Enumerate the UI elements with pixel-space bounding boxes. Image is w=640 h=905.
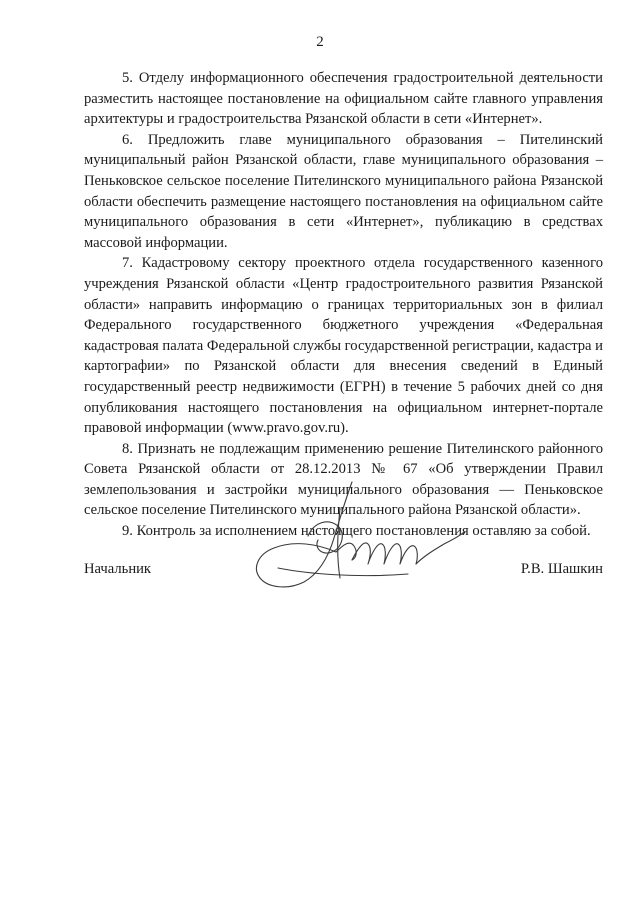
page-number: 2	[316, 34, 324, 50]
handwritten-signature	[248, 478, 468, 608]
paragraph-9: 9. Контроль за исполнением настоящего постановления оставляю за собой.	[122, 523, 591, 540]
paragraph-5: 5. Отделу информационного обеспечения градостроительной деятельности разместить настоящее постановление на официальном сайте главного управления архитектуры и градостроительства Рязанской области в сети «Интернет».	[84, 70, 603, 128]
paragraph-7: 7. Кадастровому сектору проектного отдела государственного казенного учреждения Рязанской области «Центр градостроительного развития Рязанской области» направить информацию о границах территориальных зон в филиал Федерального государственного бюджетного учреждения «Федеральная кадастровая палата Федеральной службы государственной регистрации, кадастра и картографии» по Рязанской области для внесения сведений в Единый государственный реестр недвижимости (ЕГРН) в течение 5 рабочих дней со дня опубликования настоящего постановления на официальном интернет-портале правовой информации (www.pravo.gov.ru).	[84, 255, 603, 437]
signature-block	[84, 561, 603, 585]
document-body	[84, 68, 603, 542]
signatory-title: Начальник	[84, 561, 152, 577]
signatory-name: Р.В. Шашкин	[520, 561, 603, 577]
paragraph-6: 6. Предложить главе муниципального образования – Пителинский муниципальный район Рязанской области, главе муниципального образования – Пеньковское сельское поселение Пителинского муниципального района Рязанской области обеспечить размещение настоящего постановления на официальном сайте муниципального образования в сети «Интернет», публикацию в средствах массовой информации.	[84, 131, 603, 251]
paragraph-8: 8. Признать не подлежащим применению решение Пителинского районного Совета Рязанской области от 28.12.2013 № 67 «Об утверждении Правил землепользования и застройки муниципального образования — Пеньковское сельское поселение Пителинского муниципального района Рязанской области».	[84, 440, 603, 519]
